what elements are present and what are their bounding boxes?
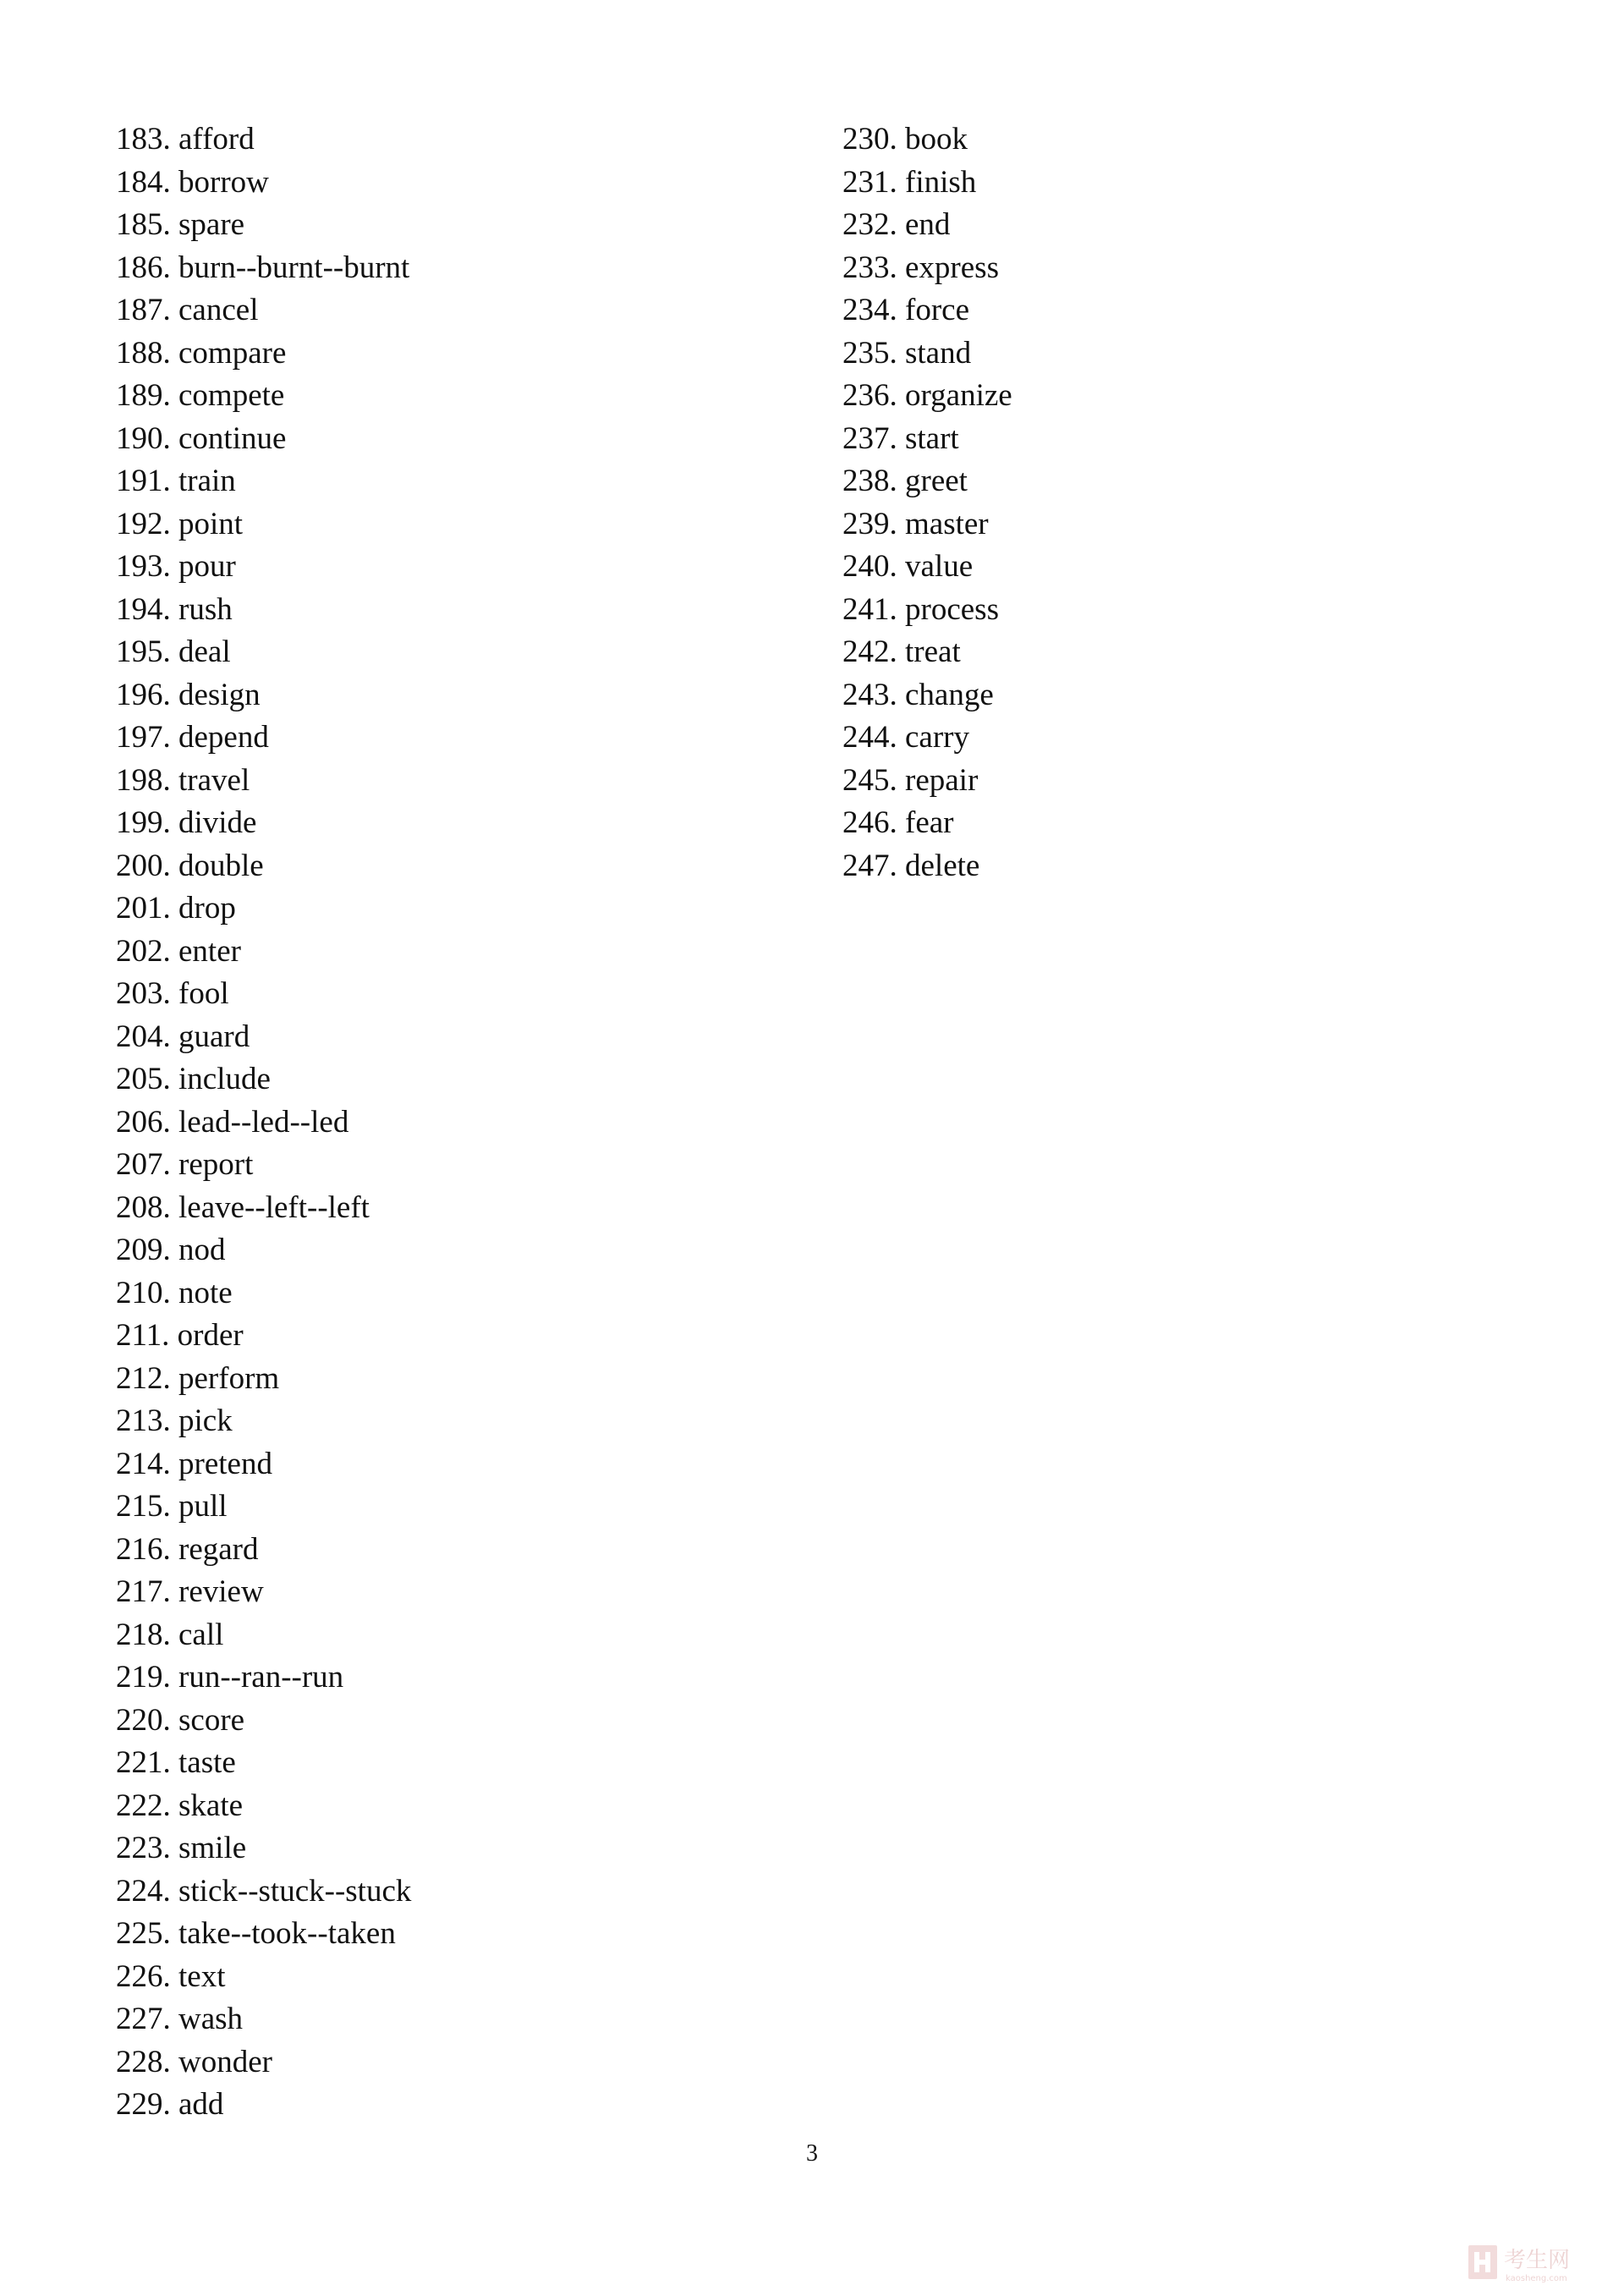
word-list-item: 222. skate [116, 1788, 244, 1823]
word-list-item: 235. stand [842, 335, 972, 371]
right-word-column [842, 118, 1012, 887]
word-list-item: 191. train [116, 464, 236, 498]
word-list-item: 205. include [116, 1062, 271, 1096]
word-list-item: 203. fool [116, 976, 229, 1011]
word-list-item: 200. double [116, 848, 264, 883]
word-list-item: 187. cancel [116, 293, 259, 327]
word-list-item: 245. repair [842, 762, 979, 798]
word-list-item: 206. lead--led--led [116, 1104, 349, 1140]
word-list-item: 227. wash [116, 2002, 244, 2036]
word-list-item: 185. spare [116, 207, 245, 242]
word-list-item: 190. continue [116, 420, 287, 456]
word-list-item: 244. carry [842, 720, 969, 755]
word-list-item: 226. text [116, 1958, 226, 1994]
word-list-item: 224. stick--stuck--stuck [116, 1873, 412, 1909]
word-list-item: 230. book [842, 122, 968, 157]
word-list-item: 202. enter [116, 933, 241, 969]
word-list-item: 236. organize [842, 378, 1012, 413]
page-number: 3 [806, 2140, 818, 2167]
word-list-item: 215. pull [116, 1489, 228, 1524]
word-list-item: 201. drop [116, 891, 236, 926]
word-list-item: 237. start [842, 420, 959, 456]
word-list-item: 189. compete [116, 378, 285, 413]
word-list-item: 242. treat [842, 634, 961, 669]
word-list-item: 216. regard [116, 1531, 259, 1567]
word-list-item: 220. score [116, 1702, 245, 1738]
word-list-item: 228. wonder [116, 2044, 272, 2079]
word-list-item: 225. take--took--taken [116, 1916, 396, 1951]
word-list-item: 217. review [116, 1574, 264, 1609]
word-list-item: 199. divide [116, 805, 257, 840]
word-list-item: 197. depend [116, 720, 269, 755]
word-list-item: 246. fear [842, 805, 954, 840]
word-list-item: 233. express [842, 250, 999, 285]
word-list-item: 212. perform [116, 1360, 280, 1396]
watermark-logo [1467, 2242, 1610, 2286]
word-list-item: 213. pick [116, 1403, 233, 1438]
watermark-text: 考生网 [1504, 2248, 1571, 2273]
word-list-item: 223. smile [116, 1831, 247, 1865]
word-list-item: 192. point [116, 506, 244, 541]
word-list-item: 193. pour [116, 549, 236, 584]
word-list-item: 214. pretend [116, 1446, 272, 1481]
word-list-item: 195. deal [116, 634, 231, 669]
left-word-column [116, 118, 411, 2127]
word-list-item: 234. force [842, 293, 969, 327]
word-list-item: 232. end [842, 207, 951, 242]
word-list-item: 239. master [842, 506, 989, 541]
word-list-item: 207. report [116, 1147, 254, 1182]
word-list-item: 241. process [842, 591, 999, 627]
word-list-item: 243. change [842, 677, 994, 712]
word-list-item: 218. call [116, 1617, 224, 1652]
word-list-item: 183. afford [116, 122, 255, 157]
word-list-item: 240. value [842, 549, 974, 584]
word-list-item: 219. run--ran--run [116, 1660, 344, 1695]
word-list-item: 211. order [116, 1318, 244, 1353]
word-list-item: 188. compare [116, 335, 287, 371]
watermark-icon [1468, 2245, 1497, 2279]
word-list-item: 210. note [116, 1275, 233, 1310]
word-list-item: 198. travel [116, 762, 250, 798]
word-list-item: 229. add [116, 2087, 224, 2122]
word-list-item: 209. nod [116, 1233, 226, 1267]
word-list-item: 196. design [116, 677, 261, 712]
watermark-subtext: kaosheng.com [1506, 2274, 1567, 2283]
word-list-item: 221. taste [116, 1745, 236, 1780]
word-list-item: 208. leave--left--left [116, 1189, 370, 1225]
word-list-item: 204. guard [116, 1019, 250, 1054]
word-list-item: 184. borrow [116, 164, 269, 200]
word-list-item: 231. finish [842, 164, 977, 200]
word-list-item: 194. rush [116, 591, 233, 627]
word-list-item: 238. greet [842, 464, 968, 498]
word-list-item: 186. burn--burnt--burnt [116, 250, 410, 285]
word-list-item: 247. delete [842, 848, 980, 883]
